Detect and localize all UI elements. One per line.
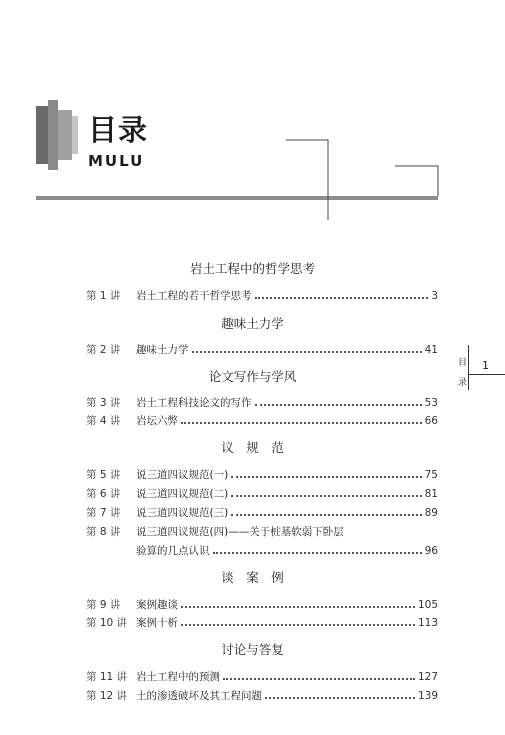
lecture-number: 第 1 讲 [86,290,121,302]
toc-entry[interactable] [86,669,438,685]
page-number: 53 [424,397,438,409]
dot-leader [213,552,422,554]
entry-title: 说三道四议规范(四)——关于桩基软弱下卧层 [136,526,344,538]
entry-title: 说三道四议规范(一) [136,469,229,481]
entry-title: 土的渗透破坏及其工程问题 [136,690,262,702]
dot-leader [223,678,415,680]
entry-title: 说三道四议规范(二) [136,488,229,500]
dot-leader [265,697,415,699]
entry-title: 岩土工程科技论文的写作 [136,397,252,409]
section-heading: 议 规 范 [221,440,284,455]
entry-title: 岩坛六弊 [136,415,178,427]
side-page-number: 1 [482,359,489,372]
toc-entry[interactable] [86,342,438,358]
lecture-number: 第 10 讲 [86,617,128,629]
entry-title: 验算的几点认识 [136,545,210,557]
entry-title: 岩土工程的若干哲学思考 [136,290,252,302]
side-tab [458,345,505,390]
toc-entry[interactable] [86,524,438,540]
toc-entry[interactable] [86,467,438,483]
entry-title: 案例趣谈 [136,599,178,611]
dot-leader [181,422,422,424]
lecture-number: 第 12 讲 [86,690,128,702]
entry-title: 说三道四议规范(三) [136,507,229,519]
page-number: 96 [424,545,438,557]
side-tab-divider [468,345,469,390]
toc-entry[interactable] [86,486,438,502]
section-heading: 岩土工程中的哲学思考 [189,261,315,276]
entry-title: 岩土工程中的预测 [136,671,220,683]
page-title-pinyin: MULU [88,152,145,170]
toc-entry[interactable] [86,615,438,631]
page-number: 89 [424,507,438,519]
page-number: 113 [417,617,438,629]
lecture-number: 第 2 讲 [86,344,121,356]
dot-leader [192,351,422,353]
header-rule [0,0,505,220]
section-heading: 趣味土力学 [221,316,284,331]
lecture-number: 第 8 讲 [86,526,121,538]
lecture-number: 第 4 讲 [86,415,121,427]
page-number: 41 [424,344,438,356]
lecture-number: 第 5 讲 [86,469,121,481]
page-title: 目录 [88,113,149,147]
dot-leader [231,514,421,516]
section-heading: 讨论与答复 [221,642,284,657]
section-heading: 论文写作与学风 [208,369,297,384]
dot-leader [181,606,415,608]
page-number: 3 [431,290,438,302]
dot-leader [181,624,415,626]
page-number: 139 [417,690,438,702]
dot-leader [231,495,421,497]
page-number: 66 [424,415,438,427]
toc-entry[interactable] [86,395,438,411]
lecture-number: 第 11 讲 [86,671,128,683]
toc-entry-continued[interactable] [86,543,438,559]
lecture-number: 第 3 讲 [86,397,121,409]
dot-leader [255,404,422,406]
toc-entry[interactable] [86,688,438,704]
lecture-number: 第 9 讲 [86,599,121,611]
page-number: 81 [424,488,438,500]
dot-leader [231,476,421,478]
entry-title: 案例十析 [136,617,178,629]
dot-leader [255,297,429,299]
page-number: 105 [417,599,438,611]
section-heading: 谈 案 例 [221,570,284,585]
side-tab-label-top: 目 [458,358,468,368]
lecture-number: 第 7 讲 [86,507,121,519]
toc-entry[interactable] [86,413,438,429]
side-tab-label-bottom: 录 [458,378,468,388]
page-number: 75 [424,469,438,481]
side-tab-rule [468,374,505,375]
toc-entry[interactable] [86,288,438,304]
lecture-number: 第 6 讲 [86,488,121,500]
toc-entry[interactable] [86,597,438,613]
page-number: 127 [417,671,438,683]
toc-entry[interactable] [86,505,438,521]
entry-title: 趣味土力学 [136,344,189,356]
